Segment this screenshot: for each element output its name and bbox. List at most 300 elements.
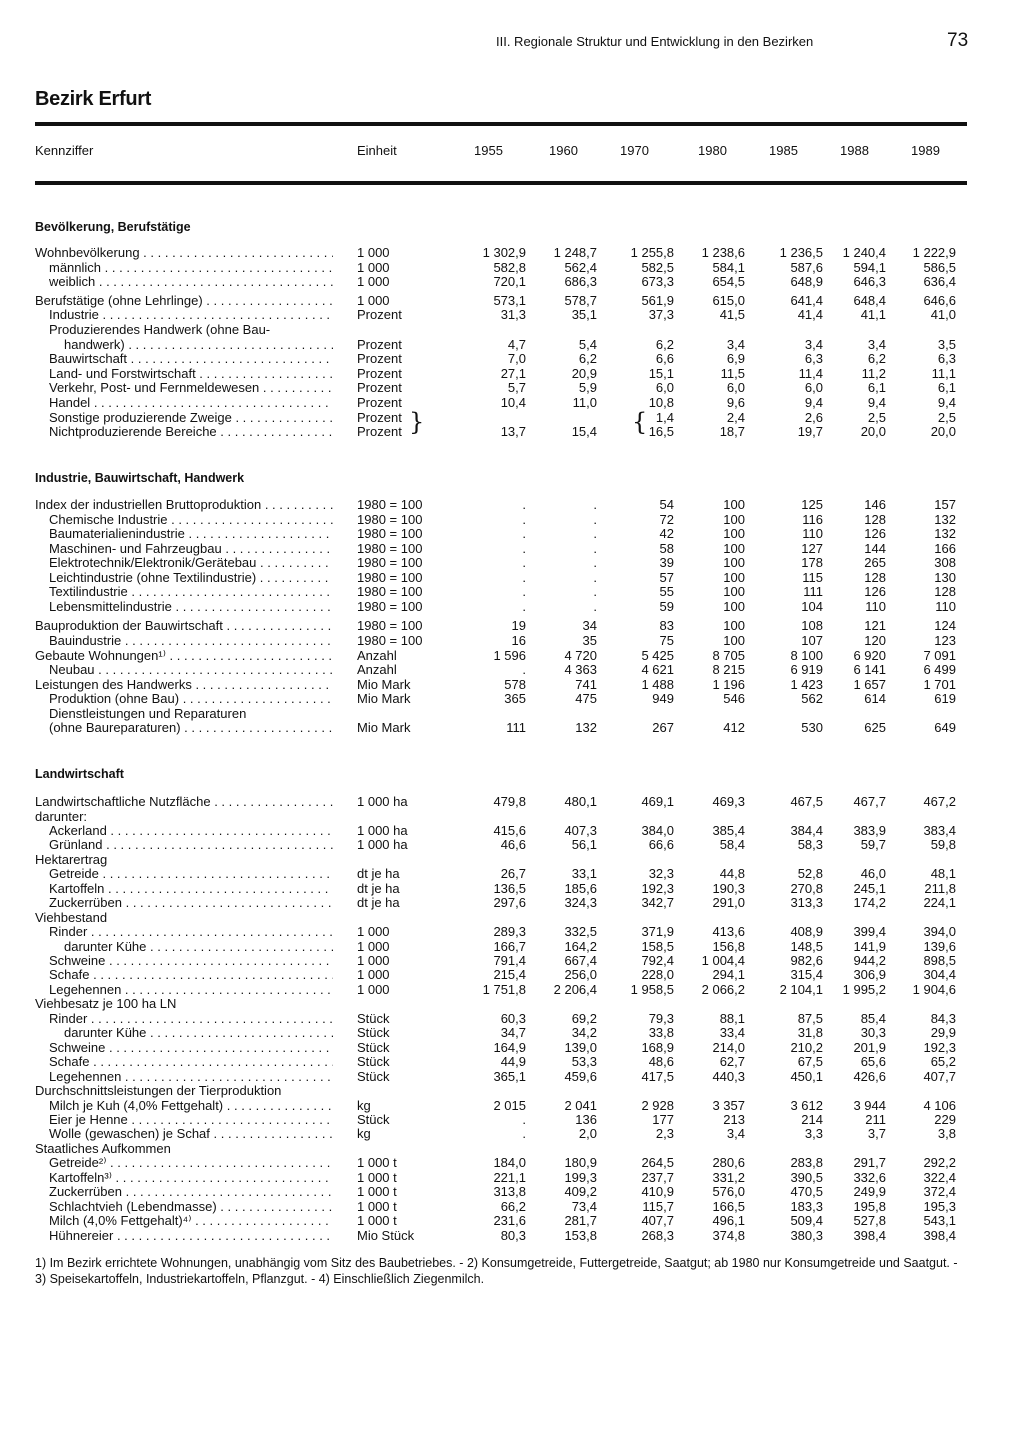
cell-value: 3,4 [804,336,823,352]
row-label: Sonstige produzierende Zweige . . . [49,411,333,426]
cell-value: 55 [659,584,674,600]
row-label: Viehbesatz je 100 ha LN [35,997,177,1012]
cell-value: 270,8 [790,880,823,896]
cell-value: 407,7 [923,1068,956,1084]
table-row [0,498,1024,513]
table-row [0,323,1024,338]
cell-value: 741 [575,676,597,692]
row-label: Index der industriellen Bruttoproduktion . . . [35,498,333,513]
cell-value: 100 [723,598,745,614]
cell-value: 16 [511,632,526,648]
cell-value: 6,9 [726,351,745,367]
cell-value: 136,5 [493,880,526,896]
cell-value: 26,7 [500,866,526,882]
row-label: Textilindustrie . . . [49,585,333,600]
row-label: Legehennen . . . [49,983,333,998]
cell-value: 440,3 [712,1068,745,1084]
cell-value: 4 106 [923,1097,956,1113]
cell-value: 586,5 [923,259,956,275]
table-row [0,1055,1024,1070]
cell-value: 11,2 [861,365,886,381]
cell-value: 37,3 [648,307,674,323]
cell-value: 100 [723,511,745,527]
cell-value: 1 995,2 [842,981,886,997]
cell-value: 144 [864,540,886,556]
cell-value: . [593,598,597,614]
cell-value: 578 [504,676,526,692]
row-unit: Stück [357,1111,390,1127]
cell-value: 158,5 [641,938,674,954]
row-unit: Prozent [357,380,402,396]
table-row [0,1041,1024,1056]
cell-value: 324,3 [564,895,597,911]
row-label: Gebaute Wohnungen¹⁾ . . . [35,649,333,664]
cell-value: 409,2 [564,1184,597,1200]
cell-value: 313,3 [790,895,823,911]
cell-value: 213 [723,1111,745,1127]
cell-value: 185,6 [564,880,597,896]
row-unit: 1 000 [357,924,390,940]
cell-value: 100 [723,569,745,585]
table-row [0,600,1024,615]
cell-value: 1 657 [853,676,886,692]
table-row [0,896,1024,911]
cell-value: 79,3 [648,1010,674,1026]
table-row [0,867,1024,882]
cell-value: 413,6 [712,924,745,940]
col-indicator: Kennziffer [35,143,94,158]
cell-value: 398,4 [923,1227,956,1243]
row-label: Elektrotechnik/Elektronik/Gerätebau . . . [49,556,333,571]
row-label: Hühnereier . . . [49,1229,333,1244]
cell-value: 3,4 [726,336,745,352]
table-row [0,275,1024,290]
cell-value: 614 [864,691,886,707]
cell-value: 59,8 [930,837,956,853]
cell-value: 166,7 [493,938,526,954]
brace-left: { [632,408,648,436]
table-row [0,619,1024,634]
cell-value: 190,3 [712,880,745,896]
cell-value: 268,3 [641,1227,674,1243]
table-row [0,294,1024,309]
cell-value: 168,9 [641,1039,674,1055]
table-row [0,1070,1024,1085]
cell-value: 201,9 [853,1039,886,1055]
cell-value: 9,4 [937,395,956,410]
cell-value: 331,2 [712,1169,745,1185]
cell-value: . [522,1111,526,1127]
row-label: Milch je Kuh (4,0% Fettgehalt) . . . [49,1099,333,1114]
row-label: darunter Kühe . . . [64,940,333,955]
cell-value: 6,3 [937,351,956,367]
cell-value: 383,9 [853,822,886,838]
table-row [0,352,1024,367]
cell-value: 641,4 [790,292,823,308]
cell-value: 479,8 [493,794,526,809]
cell-value: 6,0 [726,380,745,396]
cell-value: 110 [865,598,886,614]
row-unit: Anzahl [357,647,397,663]
row-unit: Stück [357,1068,390,1084]
cell-value: 459,6 [564,1068,597,1084]
cell-value: 199,3 [564,1169,597,1185]
row-unit: Mio Mark [357,720,411,736]
row-label: Nichtproduzierende Bereiche . . . [49,425,333,440]
row-unit: 1 000 [357,245,390,260]
cell-value: 58 [659,540,674,556]
cell-value: 408,9 [790,924,823,940]
cell-value: 673,3 [641,274,674,290]
cell-value: 619 [934,691,956,707]
row-label: Maschinen- und Fahrzeugbau . . . [49,542,333,557]
table-row [0,381,1024,396]
row-label: Hektarertrag [35,852,108,867]
cell-value: 57 [659,569,674,585]
cell-value: 153,8 [564,1227,597,1243]
cell-value: 6 919 [790,662,823,677]
cell-value: 31,8 [797,1025,823,1041]
cell-value: 374,8 [712,1227,745,1243]
cell-value: 365 [504,691,526,707]
row-label: Dienstleistungen und Reparaturen [49,706,247,721]
cell-value: 313,8 [493,1184,526,1200]
cell-value: 66,6 [648,837,674,853]
cell-value: 19,7 [797,424,823,440]
row-label: Industrie . . . [49,308,333,323]
row-unit: 1 000 [357,259,390,275]
table-row [0,338,1024,353]
col-unit: Einheit [357,143,397,158]
row-unit: Stück [357,1025,390,1041]
cell-value: 2,4 [726,409,745,425]
cell-value: 41,1 [860,307,886,323]
cell-value: 5,7 [507,380,526,396]
col-year: 1970 [620,143,649,158]
cell-value: 11,1 [931,365,956,381]
row-label: Verkehr, Post- und Fernmeldewesen . . . [49,381,333,396]
cell-value: 394,0 [923,924,956,940]
row-unit: Prozent [357,336,402,352]
row-label: Staatliches Aufkommen [35,1141,171,1156]
row-label: Getreide . . . [49,867,333,882]
row-unit: 1 000 [357,981,390,997]
cell-value: 332,5 [564,924,597,940]
table-row [0,707,1024,722]
row-label: Zuckerrüben . . . [49,896,333,911]
row-unit: 1 000 ha [357,794,408,809]
row-unit: 1 000 t [357,1213,397,1229]
cell-value: 13,7 [500,424,526,440]
cell-value: 65,2 [930,1054,956,1070]
cell-value: 3 357 [712,1097,745,1113]
row-label: Kartoffeln . . . [49,882,333,897]
cell-value: . [593,555,597,571]
row-label: Berufstätige (ohne Lehrlinge) . . . [35,294,333,309]
cell-value: 496,1 [712,1213,745,1229]
cell-value: 6 499 [923,662,956,677]
cell-value: 2,6 [804,409,823,425]
table-row [0,585,1024,600]
cell-value: 108 [801,618,823,634]
cell-value: 59,7 [860,837,886,853]
row-label: weiblich . . . [49,275,333,290]
cell-value: 342,7 [641,895,674,911]
cell-value: 9,4 [804,395,823,410]
cell-value: 33,8 [648,1025,674,1041]
cell-value: 132 [575,720,597,736]
cell-value: 562,4 [564,259,597,275]
cell-value: 654,5 [712,274,745,290]
row-unit: Stück [357,1054,390,1070]
cell-value: 576,0 [712,1184,745,1200]
cell-value: 100 [723,526,745,542]
cell-value: 100 [723,555,745,571]
row-label: Leistungen des Handwerks . . . [35,678,333,693]
row-label: Rinder . . . [49,1012,333,1027]
cell-value: 267 [652,720,674,736]
cell-value: 470,5 [790,1184,823,1200]
table-row [0,997,1024,1012]
cell-value: 2 015 [493,1097,526,1113]
cell-value: 100 [723,497,745,512]
row-unit: Mio Mark [357,691,411,707]
row-label: Kartoffeln³⁾ . . . [49,1171,333,1186]
cell-value: 1 196 [712,676,745,692]
cell-value: 146 [864,497,886,512]
table-row [0,1229,1024,1244]
cell-value: 148,5 [790,938,823,954]
page-title: Bezirk Erfurt [35,88,152,110]
cell-value: 249,9 [853,1184,886,1200]
cell-value: 10,8 [648,395,674,410]
row-label: Lebensmittelindustrie . . . [49,600,333,615]
cell-value: 291,7 [853,1155,886,1171]
cell-value: 2,3 [655,1126,674,1142]
cell-value: 20,0 [930,424,956,440]
cell-value: 32,3 [648,866,674,882]
cell-value: 72 [659,511,674,527]
cell-value: 80,3 [500,1227,526,1243]
cell-value: 530 [801,720,823,736]
table-row [0,911,1024,926]
table-row [0,1156,1024,1171]
cell-value: 84,3 [930,1010,956,1026]
cell-value: 582,5 [641,259,674,275]
cell-value: 944,2 [853,953,886,968]
cell-value: 289,3 [493,924,526,940]
row-label: Eier je Henne . . . [49,1113,333,1128]
cell-value: 256,0 [564,967,597,983]
cell-value: 2 928 [641,1097,674,1113]
cell-value: 111 [506,720,526,736]
cell-value: 6,1 [867,380,886,396]
cell-value: 224,1 [923,895,956,911]
table-row [0,634,1024,649]
cell-value: 19 [511,618,526,634]
cell-value: 264,5 [641,1155,674,1171]
cell-value: 4 720 [564,647,597,663]
cell-value: 44,9 [500,1054,526,1070]
cell-value: 315,4 [790,967,823,983]
table-row [0,968,1024,983]
cell-value: . [522,1126,526,1142]
cell-value: 578,7 [564,292,597,308]
cell-value: 2,0 [578,1126,597,1142]
cell-value: 156,8 [712,938,745,954]
cell-value: 35,1 [571,307,597,323]
cell-value: 636,4 [923,274,956,290]
row-label: Zuckerrüben . . . [49,1185,333,1200]
cell-value: 6 920 [853,647,886,663]
cell-value: 4 363 [564,662,597,677]
cell-value: 475 [575,691,597,707]
table-row [0,246,1024,261]
cell-value: 126 [864,584,886,600]
cell-value: 561,9 [641,292,674,308]
cell-value: 322,4 [923,1169,956,1185]
row-label: Bauwirtschaft . . . [49,352,333,367]
cell-value: 3 944 [853,1097,886,1113]
cell-value: 124 [934,618,956,634]
cell-value: 229 [934,1111,956,1127]
cell-value: 480,1 [564,794,597,809]
row-unit: 1 000 [357,967,390,983]
cell-value: 398,4 [853,1227,886,1243]
cell-value: 3,4 [726,1126,745,1142]
cell-value: 166 [934,540,956,556]
row-unit: 1980 = 100 [357,540,423,556]
cell-value: 562 [801,691,823,707]
cell-value: 7 091 [923,647,956,663]
cell-value: 16,5 [648,424,674,440]
cell-value: 2 104,1 [779,981,823,997]
cell-value: 164,9 [493,1039,526,1055]
row-unit: Prozent [357,351,402,367]
cell-value: 407,3 [564,822,597,838]
cell-value: . [522,598,526,614]
cell-value: 85,4 [860,1010,886,1026]
table-row [0,940,1024,955]
row-label: Schlachtvieh (Lebendmasse) . . . [49,1200,333,1215]
cell-value: 126 [864,526,886,542]
cell-value: . [593,511,597,527]
table-row [0,954,1024,969]
cell-value: 52,8 [797,866,823,882]
cell-value: 371,9 [641,924,674,940]
cell-value: 1 222,9 [912,245,956,260]
row-unit: Prozent [357,424,402,440]
cell-value: 8 215 [712,662,745,677]
cell-value: 1 255,8 [630,245,674,260]
cell-value: 46,0 [860,866,886,882]
cell-value: 467,2 [923,794,956,809]
cell-value: 54 [659,497,674,512]
table-row [0,692,1024,707]
row-unit: dt je ha [357,880,400,896]
cell-value: 3,3 [804,1126,823,1142]
cell-value: 412 [723,720,745,736]
cell-value: 157 [934,497,956,512]
cell-value: 60,3 [500,1010,526,1026]
table-row [0,542,1024,557]
cell-value: 44,8 [719,866,745,882]
cell-value: 87,5 [797,1010,823,1026]
table-row [0,1084,1024,1099]
row-unit: 1 000 t [357,1184,397,1200]
cell-value: 646,3 [853,274,886,290]
row-unit: 1980 = 100 [357,632,423,648]
cell-value: 48,6 [648,1054,674,1070]
cell-value: 469,1 [641,794,674,809]
cell-value: 215,4 [493,967,526,983]
cell-value: 41,4 [797,307,823,323]
cell-value: 34,7 [500,1025,526,1041]
cell-value: 2 206,4 [553,981,597,997]
cell-value: 949 [652,691,674,707]
cell-value: 127 [801,540,823,556]
cell-value: 582,8 [493,259,526,275]
row-label: Schafe . . . [49,968,333,983]
col-year: 1960 [549,143,578,158]
cell-value: 211,8 [924,880,956,896]
row-unit: 1 000 [357,953,390,968]
row-unit: 1 000 ha [357,837,408,853]
cell-value: 214 [801,1111,823,1127]
cell-value: 1 701 [923,676,956,692]
table-row [0,556,1024,571]
row-unit: 1 000 ha [357,822,408,838]
cell-value: 1 236,5 [779,245,823,260]
row-label: Schweine . . . [49,954,333,969]
table-row [0,411,1024,426]
cell-value: 3,8 [937,1126,956,1142]
row-unit: 1980 = 100 [357,584,423,600]
row-unit: 1980 = 100 [357,569,423,585]
table-row [0,425,1024,440]
cell-value: 1 423 [790,676,823,692]
row-label: darunter Kühe . . . [64,1026,333,1041]
cell-value: 123 [934,632,956,648]
row-unit: 1 000 [357,274,390,290]
cell-value: 304,4 [923,967,956,983]
cell-value: . [522,662,526,677]
cell-value: 139,0 [564,1039,597,1055]
row-label: Handel . . . [49,396,333,411]
cell-value: 20,9 [571,365,597,381]
cell-value: 467,5 [790,794,823,809]
cell-value: 646,6 [923,292,956,308]
row-label: Chemische Industrie . . . [49,513,333,528]
row-unit: Prozent [357,365,402,381]
cell-value: 791,4 [493,953,526,968]
section-title: Landwirtschaft [35,767,124,781]
cell-value: 35 [582,632,597,648]
col-year: 1955 [474,143,503,158]
row-label: Produzierendes Handwerk (ohne Bau- [49,323,271,337]
row-label: Legehennen . . . [49,1070,333,1085]
table-row [0,527,1024,542]
cell-value: 11,5 [720,365,745,381]
row-unit: kg [357,1126,371,1142]
cell-value: 58,4 [719,837,745,853]
cell-value: 180,9 [564,1155,597,1171]
cell-value: 100 [723,618,745,634]
cell-value: . [593,540,597,556]
cell-value: 31,3 [500,307,526,323]
row-label: Grünland . . . [49,838,333,853]
cell-value: 110 [802,526,823,542]
